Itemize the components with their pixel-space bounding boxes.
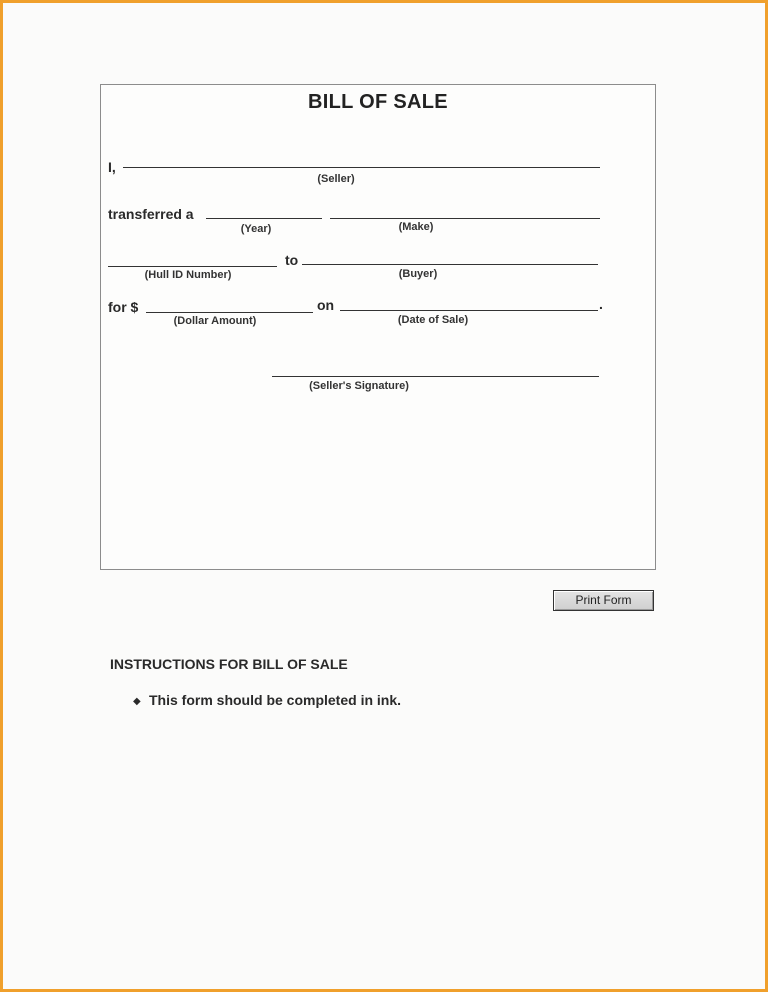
seller-signature-field[interactable] <box>272 376 599 377</box>
form-title: BILL OF SALE <box>308 91 448 113</box>
transferred-prefix: transferred a <box>108 206 194 222</box>
instruction-text: This form should be completed in ink. <box>149 692 402 708</box>
hull-id-field[interactable] <box>108 266 277 267</box>
date-of-sale-field[interactable] <box>340 310 598 311</box>
buyer-field[interactable] <box>302 264 598 265</box>
on-connector: on <box>317 297 335 313</box>
instruction-item <box>133 692 401 708</box>
make-caption: (Make) <box>398 221 434 233</box>
year-field[interactable] <box>206 218 322 219</box>
date-of-sale-caption: (Date of Sale) <box>397 314 469 326</box>
year-caption: (Year) <box>240 223 272 235</box>
seller-field[interactable] <box>123 167 600 168</box>
hull-id-caption: (Hull ID Number) <box>144 269 232 281</box>
to-connector: to <box>285 252 299 268</box>
dollar-prefix: for $ <box>108 299 139 315</box>
diamond-bullet-icon: ◆ <box>133 696 141 707</box>
seller-prefix: I, <box>108 159 116 175</box>
buyer-caption: (Buyer) <box>398 268 438 280</box>
make-field[interactable] <box>330 218 600 219</box>
seller-signature-caption: (Seller's Signature) <box>309 380 409 392</box>
dollar-amount-caption: (Dollar Amount) <box>173 315 257 327</box>
period: . <box>599 296 603 312</box>
seller-caption: (Seller) <box>317 173 355 185</box>
print-form-button[interactable]: Print Form <box>553 590 654 611</box>
bill-of-sale-form <box>100 84 656 570</box>
dollar-amount-field[interactable] <box>146 312 313 313</box>
instructions-heading: INSTRUCTIONS FOR BILL OF SALE <box>110 656 348 672</box>
